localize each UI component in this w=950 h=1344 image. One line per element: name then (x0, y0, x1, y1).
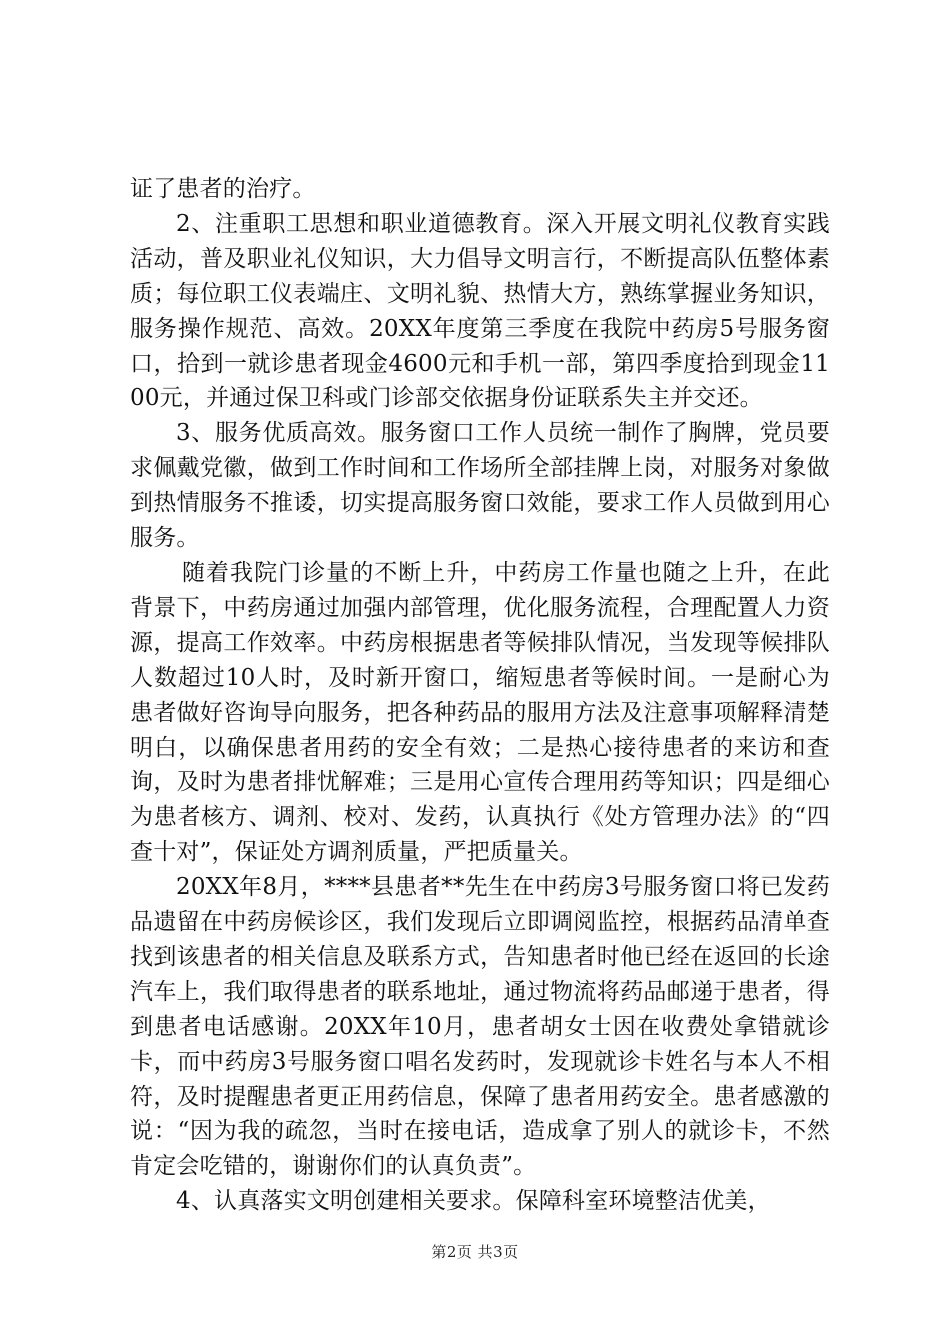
paragraph-workflow: 随着我院门诊量的不断上升，中药房工作量也随之上升，在此背景下，中药房通过加强内部管理，优化服务流程，合理配置人力资源，提高工作效率。中药房根据患者等候排队情况，当发现等候排队人数超过10人时，及时新开窗口，缩短患者等候时间。一是耐心为患者做好咨询导向服务，把各种药品的服用方法及注意事项解释清楚明白，以确保患者用药的安全有效；二是热心接待患者的来访和查询，及时为患者排忧解难；三是用心宣传合理用药等知识；四是细心为患者核方、调剂、校对、发药，认真执行《处方管理办法》的“四查十对”，保证处方调剂质量，严把质量关。 (130, 559, 830, 866)
paragraph-cases: 20XX年8月，****县患者**先生在中药房3号服务窗口将已发药品遗留在中药房候诊区，我们发现后立即调阅监控，根据药品清单查找到该患者的相关信息及联系方式，告知患者时他已经在返回的长途汽车上，我们取得患者的联系地址，通过物流将药品邮递于患者，得到患者电话感谢。20XX年10月，患者胡女士因在收费处拿错就诊卡，而中药房3号服务窗口唱名发药时，发现就诊卡姓名与本人不相符，及时提醒患者更正用药信息，保障了患者用药安全。患者感激的说：“因为我的疏忽，当时在接电话，造成拿了别人的就诊卡，不然肯定会吃错的，谢谢你们的认真负责”。 (130, 874, 830, 1180)
paragraph-item-2: 2、注重职工思想和职业道德教育。深入开展文明礼仪教育实践活动，普及职业礼仪知识，大力倡导文明言行，不断提高队伍整体素质；每位职工仪表端庄、文明礼貌、热情大方，熟练掌握业务知识，服务操作规范、高效。20XX年度第三季度在我院中药房5号服务窗口，拾到一就诊患者现金4600元和手机一部，第四季度拾到现金1100元，并通过保卫科或门诊部交依据身份证联系失主并交还。 (130, 210, 830, 412)
paragraph-item-3: 3、服务优质高效。服务窗口工作人员统一制作了胸牌，党员要求佩戴党徽，做到工作时间和工作场所全部挂牌上岗，对服务对象做到热情服务不推诿，切实提高服务窗口效能，要求工作人员做到用心服务。 (130, 420, 830, 552)
page-footer: 第2页 共3页 (431, 1243, 519, 1261)
document-body (130, 172, 830, 1219)
paragraph-item-4: 4、认真落实文明创建相关要求。保障科室环境整洁优美， (176, 1188, 771, 1215)
paragraph-continuation: 证了患者的治疗。 (130, 176, 316, 202)
